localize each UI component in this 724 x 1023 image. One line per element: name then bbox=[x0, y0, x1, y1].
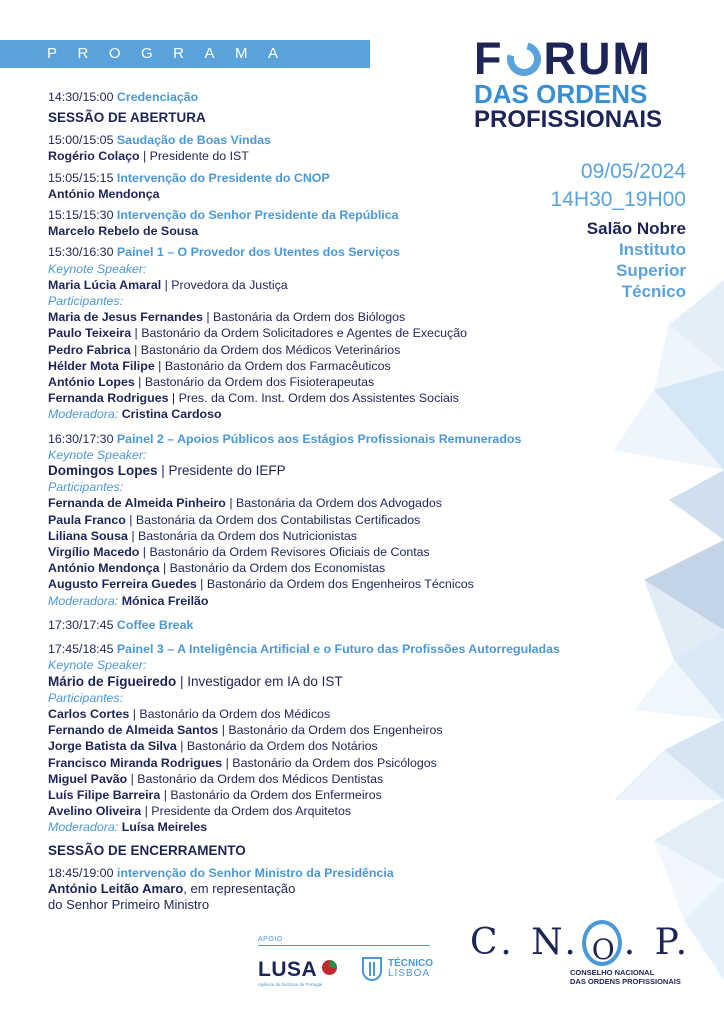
president-republic-item: 15:15/15:30 Intervenção do Senhor Presidente da República bbox=[48, 208, 399, 223]
participant: Paulo Teixeira | Bastonário da Ordem Solicitadores e Agentes de Execução bbox=[48, 326, 468, 341]
moderator: Moderadora: Cristina Cardoso bbox=[48, 407, 222, 422]
cnop-logo: C. N. O . P. CONSELHO NACIONAL DAS ORDENS PROFISSIONAIS bbox=[470, 920, 695, 986]
event-date: 09/05/2024 bbox=[580, 160, 686, 183]
venue-line2: Instituto bbox=[618, 240, 686, 259]
panel-3: 17:45/18:45 Painel 3 – A Inteligência Artificial e o Futuro das Profissões Autorreguladas Keynote Speaker: Mário de Figueiredo | Investigador em IA do IST Participantes: Carlos Cortes | Bastonário da Ordem dos Médicos Fernando de Almeida Santos | Bastonário da Ordem dos Engenheiros Jorge Batista da Silva | Bastonário da Ordem dos Notários Francisco Miranda Rodrigues | Bastonário da Ordem dos Psicólogos Miguel Pavão | Bastonário da Ordem dos Médicos Dentistas Luís Filipe Barreira | Bastonário da Ordem dos Enfermeiros Avelino Oliveira | Presidente da Ordem dos Arquitetos Moderadora: Luísa Meireles bbox=[48, 641, 648, 835]
forum-logo-line3: PROFISSIONAIS bbox=[474, 106, 663, 133]
moderator: Moderadora: Luísa Meireles bbox=[48, 820, 208, 835]
panel-1: 15:30/16:30 Painel 1 – O Provedor dos Utentes dos Serviços Keynote Speaker: Maria Lúcia Amaral | Provedora da Justiça Participantes: Maria de Jesus Fernandes | Bastonária da Ordem dos Biólogos Paulo Teixeira | Bastonário da Ordem Solicitadores e Agentes de Execução Pedro Fabrica | Bastonário da Ordem dos Médicos Veterinários Hélder Mota Filipe | Bastonário da Ordem dos Farmacêuticos António Lopes | Bastonário da Ordem dos Fisioterapeutas Fernanda Rodrigues | Pres. da Com. Inst. Ordem dos Assistentes Sociais Moderadora: Cristina Cardoso bbox=[48, 244, 648, 422]
participant: Fernando de Almeida Santos | Bastonário da Ordem dos Engenheiros bbox=[48, 723, 443, 738]
cnop-ring-icon: O bbox=[582, 920, 622, 966]
participant: Virgílio Macedo | Bastonário da Ordem Revisores Oficiais de Contas bbox=[48, 545, 430, 560]
cnop-name-line1: CONSELHO NACIONAL bbox=[570, 968, 655, 977]
forum-logo-rum: RUM bbox=[543, 33, 652, 84]
participant: Maria de Jesus Fernandes | Bastonária da Ordem dos Biólogos bbox=[48, 310, 406, 325]
cnop-name-line2: DAS ORDENS PROFISSIONAIS bbox=[570, 977, 681, 986]
lusa-logo-icon bbox=[322, 960, 337, 975]
keynote-speaker: Mário de Figueiredo | Investigador em IA do IST bbox=[48, 673, 343, 689]
participant: António Lopes | Bastonário da Ordem dos Fisioterapeutas bbox=[48, 375, 375, 390]
venue-line4: Técnico bbox=[621, 282, 686, 301]
participant: Augusto Ferreira Guedes | Bastonário da Ordem dos Engenheiros Técnicos bbox=[48, 577, 474, 592]
venue-room: Salão Nobre bbox=[586, 219, 686, 238]
participant: Fernanda Rodrigues | Pres. da Com. Inst. Ordem dos Assistentes Sociais bbox=[48, 391, 459, 406]
participant: Pedro Fabrica | Bastonário da Ordem dos Médicos Veterinários bbox=[48, 342, 401, 357]
cnop-president-item: 15:05/15:15 Intervenção do Presidente do CNOP bbox=[48, 170, 330, 185]
keynote-speaker: Maria Lúcia Amaral | Provedora da Justiça bbox=[48, 277, 288, 292]
tecnico-shield-icon bbox=[362, 957, 382, 981]
lusa-tagline: Agência de Notícias de Portugal bbox=[258, 982, 323, 987]
apoio-label: APOIO bbox=[258, 936, 283, 943]
credenciacao-item: 14:30/15:00 Credenciação bbox=[48, 90, 199, 104]
participant: Francisco Miranda Rodrigues | Bastonário da Ordem dos Psicólogos bbox=[48, 755, 437, 770]
venue-line3: Superior bbox=[616, 261, 686, 280]
participant: Avelino Oliveira | Presidente da Ordem dos Arquitetos bbox=[48, 804, 352, 819]
programa-band: PROGRAMA bbox=[0, 40, 370, 68]
participant: António Mendonça | Bastonário da Ordem dos Economistas bbox=[48, 561, 386, 576]
panel-2: 16:30/17:30 Painel 2 – Apoios Públicos aos Estágios Profissionais Remunerados Keynote Speaker: Domingos Lopes | Presidente do IEFP Participantes: Fernanda de Almeida Pinheiro | Bastonária da Ordem dos Advogados Paula Franco | Bastonária da Ordem dos Contabilistas Certificados Liliana Sousa | Bastonária da Ordem dos Nutricionistas Virgílio Macedo | Bastonário da Ordem Revisores Oficiais de Contas António Mendonça | Bastonário da Ordem dos Economistas Augusto Ferreira Guedes | Bastonário da Ordem dos Engenheiros Técnicos Moderadora: Mónica Freilão bbox=[48, 431, 648, 609]
minister-item: 18:45/19:00 intervenção do Senhor Ministro da Presidência bbox=[48, 865, 394, 880]
apoio-section bbox=[258, 936, 430, 954]
forum-logo-f: F bbox=[474, 33, 504, 84]
forum-logo-line2: DAS ORDENS bbox=[474, 79, 648, 109]
moderator: Moderadora: Mónica Freilão bbox=[48, 593, 209, 608]
closing-session-heading: SESSÃO DE ENCERRAMENTO bbox=[48, 842, 246, 858]
opening-session-heading: SESSÃO DE ABERTURA bbox=[48, 110, 206, 126]
participant: Fernanda de Almeida Pinheiro | Bastonária da Ordem dos Advogados bbox=[48, 496, 442, 511]
participant: Hélder Mota Filipe | Bastonário da Ordem dos Farmacêuticos bbox=[48, 358, 391, 373]
coffee-break-item: 17:30/17:45 Coffee Break bbox=[48, 617, 194, 632]
forum-logo-o-icon bbox=[500, 36, 546, 82]
participant: Miguel Pavão | Bastonário da Ordem dos Médicos Dentistas bbox=[48, 771, 384, 786]
participant: Carlos Cortes | Bastonário da Ordem dos Médicos bbox=[48, 706, 331, 721]
participant: Liliana Sousa | Bastonária da Ordem dos Nutricionistas bbox=[48, 528, 357, 543]
participant: Jorge Batista da Silva | Bastonário da Ordem dos Notários bbox=[48, 739, 378, 754]
event-time: 14H30_19H00 bbox=[550, 188, 686, 211]
apoio-divider bbox=[258, 945, 430, 946]
participant: Luís Filipe Barreira | Bastonário da Ordem dos Enfermeiros bbox=[48, 787, 382, 802]
keynote-speaker: Domingos Lopes | Presidente do IEFP bbox=[48, 463, 286, 479]
programme-list: 14:30/15:00 Credenciação SESSÃO DE ABERTURA 15:00/15:05 Saudação de Boas Vindas Rogério Colaço | Presidente do IST 15:05/15:15 Intervenção do Presidente do CNOP António Mendonça 15:15/15:30 Intervenção do Senhor Presidente da República Marcelo Rebelo de Sousa 15:30/16:30 Painel 1 – O Provedor dos Utentes dos Serviços Keynote Speaker: Maria Lúcia Amaral | Provedora da Justiça Participantes: Maria de Jesus Fernandes | Bastonária da Ordem dos Biólogos Paulo Teixeira | Bastonário da Ordem Solicitadores e Agentes de Execução Pedro Fabrica | Bastonário da Ordem dos Médicos Veterinários Hélder Mota Filipe | Bastonário da Ordem dos Farmacêuticos António Lopes | Bastonário da Ordem dos Fisioterapeutas Fernanda Rodrigues | Pres. da Com. Inst. Ordem dos Assistentes Sociais Moderadora: Cristina Cardoso 16:30/17:30 Painel 2 – Apoios Públicos aos Estágios Profissionais Remunerados Keynote Speaker: Domingos Lopes | Presidente do IEFP Participantes: Fernanda de Almeida Pinheiro | Bastonária da Ordem dos Advogados Paula Franco | Bastonária da Ordem dos Contabilistas Certificados Liliana Sousa | Bastonária da Ordem dos Nutricionistas Virgílio Macedo | Bastonário da Ordem Revisores Oficiais de Contas António Mendonça | Bastonário da Ordem dos Economistas Augusto Ferreira Guedes | Bastonário da Ordem dos Engenheiros Técnicos Moderadora: Mónica Freilão 17:30/17:45 Coffee Break 17:45/18:45 Painel 3 – A Inteligência Artificial e o Futuro das Profissões Autorreguladas Keynote Speaker: Mário de Figueiredo | Investigador em IA do IST Participantes: Carlos Cortes | Bastonário da Ordem dos Médicos Fernando de Almeida Santos | Bastonário da Ordem dos Engenheiros Jorge Batista da Silva | Bastonário da Ordem dos Notários Francisco Miranda Rodrigues | Bastonário da Ordem dos Psicólogos Miguel Pavão | Bastonário da Ordem dos Médicos Dentistas Luís Filipe Barreira | Bastonário da Ordem dos Enfermeiros Avelino Oliveira | Presidente da Ordem dos Arquitetos Moderadora: Luísa Meireles SESSÃO DE ENCERRAMENTO 18:45/19:00 intervenção do Senhor Ministro da Presidência António Leitão Amaro, em representação do Senhor Primeiro Ministro bbox=[48, 89, 648, 913]
participant: Paula Franco | Bastonária da Ordem dos Contabilistas Certificados bbox=[48, 512, 421, 527]
welcome-item: 15:00/15:05 Saudação de Boas Vindas bbox=[48, 133, 271, 148]
tecnico-logo: TÉCNICO LISBOA bbox=[388, 958, 433, 979]
lusa-logo: LUSA bbox=[258, 958, 318, 981]
